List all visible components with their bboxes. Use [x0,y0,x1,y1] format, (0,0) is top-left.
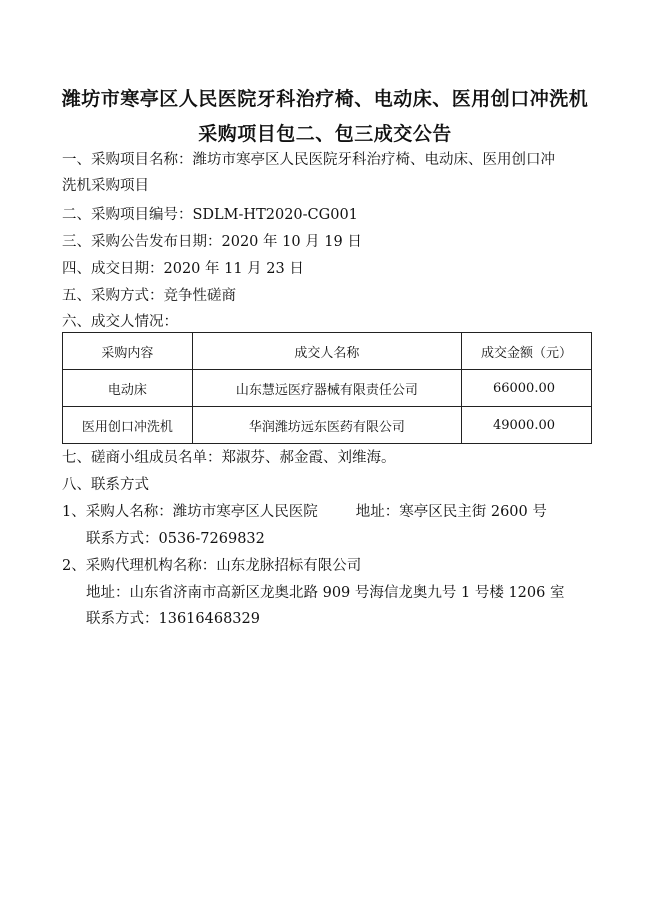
purchaser-name: 1、采购人名称：潍坊市寒亭区人民医院 [62,504,318,520]
cell-item: 电动床 [63,370,193,407]
contact-heading: 八、联系方式 [62,477,149,493]
deal-date: 四、成交日期：2020 年 11 月 23 日 [62,261,304,277]
agency-address: 地址：山东省济南市高新区龙奥北路 909 号海信龙奥九号 1 号楼 1206 室 [86,585,565,601]
project-name-line-1: 一、采购项目名称：潍坊市寒亭区人民医院牙科治疗椅、电动床、医用创口冲 [62,152,555,168]
cell-amount: 66000.00 [462,370,592,407]
cell-winner: 华润潍坊远东医药有限公司 [192,407,461,444]
purchaser-line [62,502,547,522]
table-row [63,407,592,444]
table-header-row [63,333,592,370]
agency-name: 2、采购代理机构名称：山东龙脉招标有限公司 [62,558,362,574]
table-row [63,370,592,407]
agency-phone: 联系方式：13616468329 [86,611,260,627]
winner-heading: 六、成交人情况： [62,314,178,330]
panel-members: 七、磋商小组成员名单：郑淑芬、郝金霞、刘维海。 [62,450,396,466]
header-amount: 成交金额（元） [462,333,592,370]
winner-table [62,332,592,444]
notice-title-line-2: 采购项目包二、包三成交公告 [198,123,452,145]
procurement-method: 五、采购方式：竞争性磋商 [62,288,236,304]
purchaser-phone: 联系方式：0536-7269832 [86,531,265,547]
project-number: 二、采购项目编号：SDLM-HT2020-CG001 [62,207,358,223]
purchaser-address: 地址：寒亭区民主街 2600 号 [355,504,547,520]
header-winner: 成交人名称 [192,333,461,370]
header-item: 采购内容 [63,333,193,370]
project-name-line-2: 洗机采购项目 [62,178,149,194]
cell-amount: 49000.00 [462,407,592,444]
cell-item: 医用创口冲洗机 [63,407,193,444]
notice-title-line-1: 潍坊市寒亭区人民医院牙科治疗椅、电动床、医用创口冲洗机 [61,88,589,110]
cell-winner: 山东慧远医疗器械有限责任公司 [192,370,461,407]
announcement-date: 三、采购公告发布日期：2020 年 10 月 19 日 [62,234,362,250]
